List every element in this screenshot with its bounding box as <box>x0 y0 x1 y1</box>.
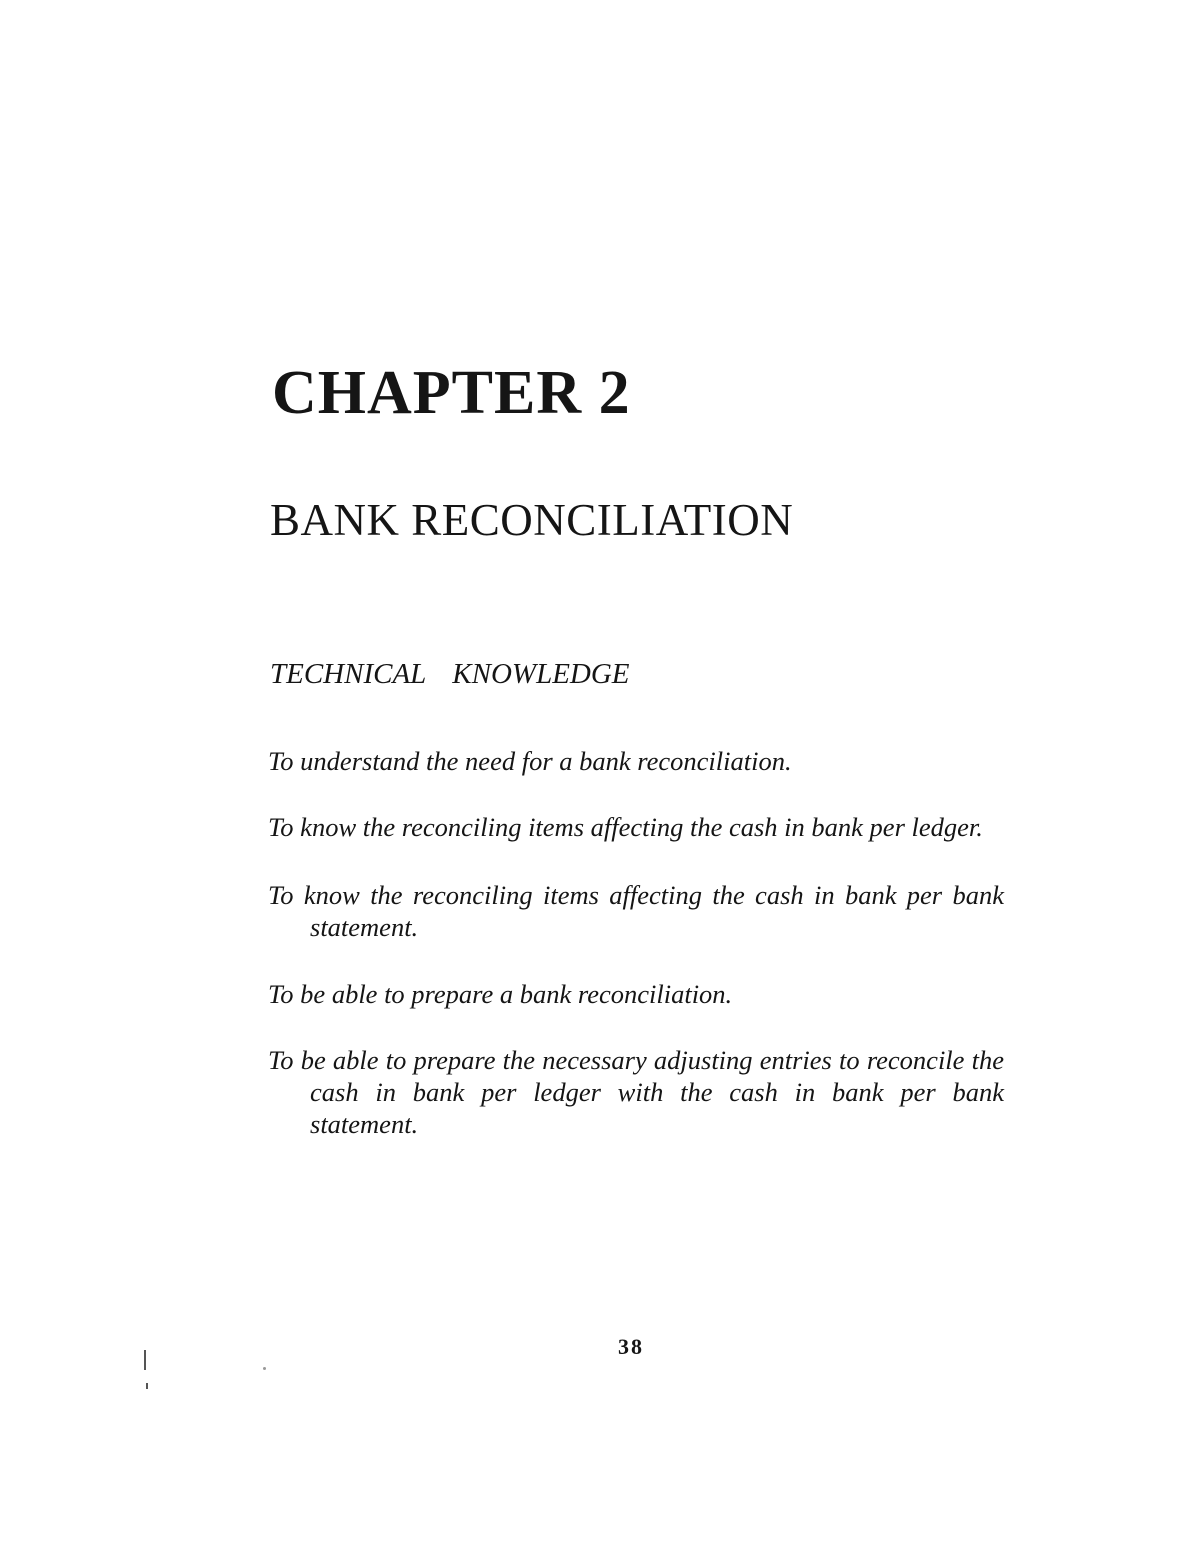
page-number: 38 <box>618 1334 644 1359</box>
section-heading: TECHNICAL KNOWLEDGE <box>270 658 630 690</box>
objective-item: To understand the need for a bank reconciliation. <box>268 746 792 776</box>
objective-item: To be able to prepare a bank reconciliation. <box>268 979 733 1009</box>
objective-item: To be able to prepare the necessary adjusting entries to reconcile the cash in bank per ledger with the cash in bank per bank statement. <box>268 1045 1004 1139</box>
scan-artifact-dot <box>263 1367 266 1370</box>
chapter-subtitle: BANK RECONCILIATION <box>270 495 794 545</box>
scan-artifact-mark <box>144 1350 146 1370</box>
objective-item: To know the reconciling items affecting the cash in bank per bank statement. <box>268 880 1004 942</box>
objectives-list <box>268 745 1004 1140</box>
chapter-title: CHAPTER 2 <box>272 359 631 427</box>
scan-artifact-mark <box>146 1383 148 1389</box>
objective-item: To know the reconciling items affecting the cash in bank per ledger. <box>268 812 983 842</box>
